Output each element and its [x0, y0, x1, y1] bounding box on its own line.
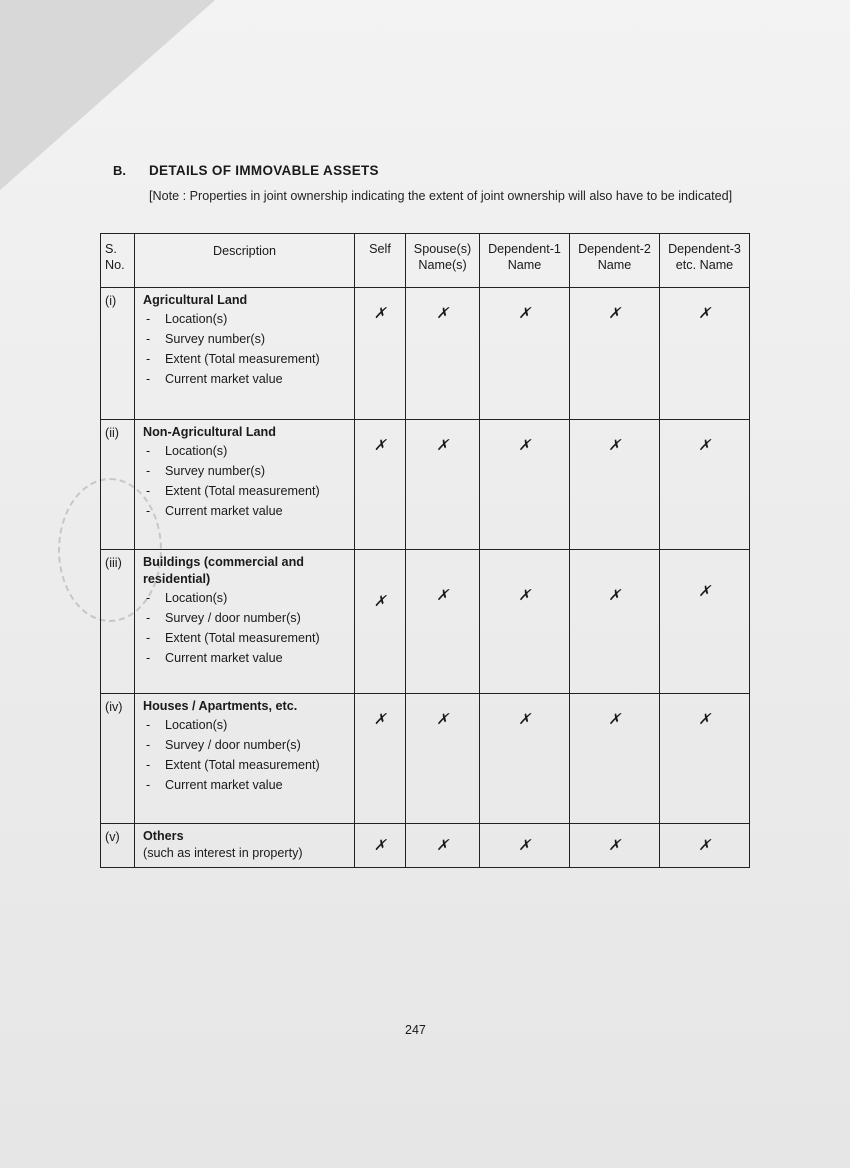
header-self: Self: [355, 234, 406, 288]
row-title: Houses / Apartments, etc.: [143, 699, 298, 713]
row-sub-item: - Current market value: [143, 775, 354, 795]
table-row: [101, 694, 750, 824]
row-sub-item: - Current market value: [143, 648, 354, 668]
row-sub-item: - Extent (Total measurement): [143, 628, 354, 648]
row-sub-item: - Extent (Total measurement): [143, 755, 354, 775]
row-sub-item: - Current market value: [143, 501, 354, 521]
cross-mark: ✗: [406, 550, 480, 694]
header-dependent-1: Dependent-1 Name: [480, 234, 570, 288]
cross-mark: ✗: [480, 550, 570, 694]
cross-mark: ✗: [570, 420, 660, 550]
cross-mark: ✗: [355, 420, 406, 550]
row-sub-item: - Location(s): [143, 441, 354, 461]
row-title: Agricultural Land: [143, 293, 248, 307]
folded-corner: [0, 0, 215, 190]
cross-mark: ✗: [355, 694, 406, 824]
row-sno: (iv): [101, 694, 135, 824]
cross-mark: ✗: [406, 694, 480, 824]
table-row: [101, 824, 750, 868]
header-dependent-2: Dependent-2 Name: [570, 234, 660, 288]
row-sno: (v): [101, 824, 135, 868]
row-description: [135, 420, 355, 550]
row-subtitle: (such as interest in property): [143, 846, 303, 860]
cross-mark: ✗: [570, 824, 660, 868]
row-description: [135, 550, 355, 694]
cross-mark: ✗: [480, 694, 570, 824]
row-sno: (i): [101, 288, 135, 420]
row-sub-item: - Survey number(s): [143, 461, 354, 481]
row-sub-item: - Location(s): [143, 309, 354, 329]
table-row: [101, 288, 750, 420]
cross-mark: ✗: [660, 420, 750, 550]
cross-mark: ✗: [406, 420, 480, 550]
row-sub-item: - Extent (Total measurement): [143, 349, 354, 369]
row-sub-item: - Survey / door number(s): [143, 735, 354, 755]
row-description: [135, 288, 355, 420]
row-sub-item: - Extent (Total measurement): [143, 481, 354, 501]
cross-mark: ✗: [660, 550, 750, 694]
cross-mark: ✗: [660, 288, 750, 420]
row-sub-item: - Survey number(s): [143, 329, 354, 349]
row-sub-item: - Location(s): [143, 715, 354, 735]
row-title: Buildings (commercial and residential): [143, 555, 304, 586]
cross-mark: ✗: [355, 824, 406, 868]
cross-mark: ✗: [355, 288, 406, 420]
page-number: 247: [405, 1023, 426, 1037]
row-description: [135, 824, 355, 868]
row-sno: (ii): [101, 420, 135, 550]
cross-mark: ✗: [570, 288, 660, 420]
table-header-row: [101, 234, 750, 288]
section-note: [Note : Properties in joint ownership indicating the extent of joint ownership will also have to be indicated]: [149, 189, 733, 203]
row-title: Non-Agricultural Land: [143, 425, 276, 439]
row-sub-item: - Survey / door number(s): [143, 608, 354, 628]
cross-mark: ✗: [355, 550, 406, 694]
cross-mark: ✗: [660, 824, 750, 868]
section-title: DETAILS OF IMMOVABLE ASSETS: [149, 163, 379, 178]
header-spouse: Spouse(s) Name(s): [406, 234, 480, 288]
header-sno: S. No.: [101, 234, 135, 288]
immovable-assets-table: [100, 233, 750, 868]
cross-mark: ✗: [570, 694, 660, 824]
section-letter: B.: [113, 163, 126, 178]
row-sub-item: - Current market value: [143, 369, 354, 389]
row-sub-item: - Location(s): [143, 588, 354, 608]
cross-mark: ✗: [480, 288, 570, 420]
table-row: [101, 550, 750, 694]
cross-mark: ✗: [660, 694, 750, 824]
row-sno: (iii): [101, 550, 135, 694]
header-description: Description: [135, 234, 355, 288]
row-title: Others: [143, 829, 184, 843]
cross-mark: ✗: [406, 288, 480, 420]
cross-mark: ✗: [406, 824, 480, 868]
header-dependent-3: Dependent-3 etc. Name: [660, 234, 750, 288]
cross-mark: ✗: [480, 420, 570, 550]
table-row: [101, 420, 750, 550]
cross-mark: ✗: [480, 824, 570, 868]
cross-mark: ✗: [570, 550, 660, 694]
row-description: [135, 694, 355, 824]
